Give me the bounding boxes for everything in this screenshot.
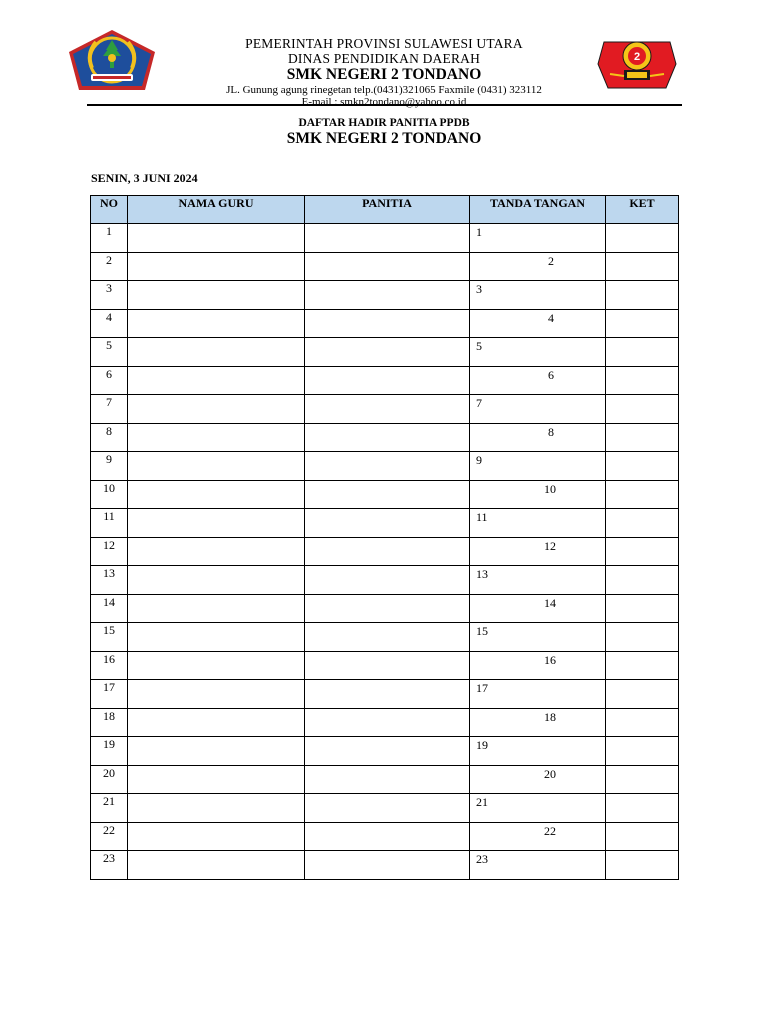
signature-cell[interactable] bbox=[470, 794, 606, 823]
panitia-cell[interactable] bbox=[305, 480, 470, 509]
table-row bbox=[91, 309, 679, 338]
nama-guru-cell[interactable] bbox=[128, 309, 305, 338]
school-address: JL. Gunung agung rinegetan telp.(0431)321065 Faxmile (0431) 323112 bbox=[226, 84, 542, 96]
table-row bbox=[91, 366, 679, 395]
provincial-crest-icon bbox=[66, 28, 158, 92]
table-header-row bbox=[91, 196, 679, 224]
signature-cell[interactable] bbox=[470, 224, 606, 253]
nama-guru-cell[interactable] bbox=[128, 252, 305, 281]
nama-guru-cell[interactable] bbox=[128, 509, 305, 538]
signature-cell[interactable] bbox=[470, 737, 606, 766]
panitia-cell[interactable] bbox=[305, 623, 470, 652]
row-number: 17 bbox=[91, 680, 128, 709]
row-number: 20 bbox=[91, 765, 128, 794]
signature-number: 3 bbox=[476, 282, 482, 296]
signature-number: 23 bbox=[476, 852, 488, 866]
signature-cell[interactable] bbox=[470, 651, 606, 680]
row-number: 10 bbox=[91, 480, 128, 509]
nama-guru-cell[interactable] bbox=[128, 594, 305, 623]
table-row bbox=[91, 851, 679, 880]
table-row bbox=[91, 680, 679, 709]
signature-number: 19 bbox=[476, 738, 488, 752]
ket-cell[interactable] bbox=[606, 224, 679, 253]
panitia-cell[interactable] bbox=[305, 423, 470, 452]
row-number: 9 bbox=[91, 452, 128, 481]
row-number: 2 bbox=[91, 252, 128, 281]
department-name: DINAS PENDIDIKAN DAERAH bbox=[287, 51, 481, 66]
row-number: 8 bbox=[91, 423, 128, 452]
column-header-no: NO bbox=[91, 196, 128, 224]
table-row bbox=[91, 338, 679, 367]
panitia-cell[interactable] bbox=[305, 566, 470, 595]
nama-guru-cell[interactable] bbox=[128, 537, 305, 566]
signature-cell[interactable] bbox=[470, 822, 606, 851]
signature-number: 4 bbox=[548, 310, 554, 325]
signature-number: 6 bbox=[548, 367, 554, 382]
signature-number: 1 bbox=[476, 225, 482, 239]
table-row bbox=[91, 737, 679, 766]
row-number: 5 bbox=[91, 338, 128, 367]
panitia-cell[interactable] bbox=[305, 794, 470, 823]
signature-number: 20 bbox=[544, 766, 556, 781]
nama-guru-cell[interactable] bbox=[128, 224, 305, 253]
signature-number: 10 bbox=[544, 481, 556, 496]
signature-cell[interactable] bbox=[470, 594, 606, 623]
table-row bbox=[91, 708, 679, 737]
signature-cell[interactable] bbox=[470, 366, 606, 395]
letterhead bbox=[0, 0, 768, 110]
row-number: 14 bbox=[91, 594, 128, 623]
panitia-cell[interactable] bbox=[305, 395, 470, 424]
ket-cell[interactable] bbox=[606, 765, 679, 794]
panitia-cell[interactable] bbox=[305, 452, 470, 481]
signature-cell[interactable] bbox=[470, 338, 606, 367]
panitia-cell[interactable] bbox=[305, 822, 470, 851]
signature-number: 13 bbox=[476, 567, 488, 581]
panitia-cell[interactable] bbox=[305, 537, 470, 566]
nama-guru-cell[interactable] bbox=[128, 366, 305, 395]
ket-cell[interactable] bbox=[606, 309, 679, 338]
table-row bbox=[91, 423, 679, 452]
panitia-cell[interactable] bbox=[305, 765, 470, 794]
letterhead-rule bbox=[87, 104, 682, 106]
date-label: SENIN, 3 JUNI 2024 bbox=[91, 171, 198, 185]
ket-cell[interactable] bbox=[606, 594, 679, 623]
signature-cell[interactable] bbox=[470, 623, 606, 652]
signature-number: 18 bbox=[544, 709, 556, 724]
panitia-cell[interactable] bbox=[305, 252, 470, 281]
signature-cell[interactable] bbox=[470, 309, 606, 338]
table-row bbox=[91, 794, 679, 823]
ket-cell[interactable] bbox=[606, 366, 679, 395]
row-number: 16 bbox=[91, 651, 128, 680]
nama-guru-cell[interactable] bbox=[128, 651, 305, 680]
row-number: 11 bbox=[91, 509, 128, 538]
ket-cell[interactable] bbox=[606, 509, 679, 538]
table-row bbox=[91, 480, 679, 509]
column-header-ket: KET bbox=[606, 196, 679, 224]
row-number: 15 bbox=[91, 623, 128, 652]
panitia-cell[interactable] bbox=[305, 651, 470, 680]
signature-number: 17 bbox=[476, 681, 488, 695]
signature-cell[interactable] bbox=[470, 680, 606, 709]
signature-cell[interactable] bbox=[470, 423, 606, 452]
ket-cell[interactable] bbox=[606, 794, 679, 823]
panitia-cell[interactable] bbox=[305, 281, 470, 310]
nama-guru-cell[interactable] bbox=[128, 822, 305, 851]
signature-number: 9 bbox=[476, 453, 482, 467]
table-row bbox=[91, 594, 679, 623]
table-row bbox=[91, 822, 679, 851]
signature-cell[interactable] bbox=[470, 566, 606, 595]
panitia-cell[interactable] bbox=[305, 509, 470, 538]
ket-cell[interactable] bbox=[606, 423, 679, 452]
row-number: 21 bbox=[91, 794, 128, 823]
signature-number: 16 bbox=[544, 652, 556, 667]
ket-cell[interactable] bbox=[606, 452, 679, 481]
panitia-cell[interactable] bbox=[305, 851, 470, 880]
nama-guru-cell[interactable] bbox=[128, 281, 305, 310]
signature-cell[interactable] bbox=[470, 708, 606, 737]
panitia-cell[interactable] bbox=[305, 224, 470, 253]
ket-cell[interactable] bbox=[606, 651, 679, 680]
ket-cell[interactable] bbox=[606, 737, 679, 766]
nama-guru-cell[interactable] bbox=[128, 765, 305, 794]
ket-cell[interactable] bbox=[606, 480, 679, 509]
row-number: 22 bbox=[91, 822, 128, 851]
table-row bbox=[91, 224, 679, 253]
svg-text:2: 2 bbox=[633, 51, 641, 63]
nama-guru-cell[interactable] bbox=[128, 794, 305, 823]
signature-cell[interactable] bbox=[470, 452, 606, 481]
panitia-cell[interactable] bbox=[305, 338, 470, 367]
panitia-cell[interactable] bbox=[305, 366, 470, 395]
nama-guru-cell[interactable] bbox=[128, 338, 305, 367]
row-number: 23 bbox=[91, 851, 128, 880]
row-number: 19 bbox=[91, 737, 128, 766]
row-number: 1 bbox=[91, 224, 128, 253]
ket-cell[interactable] bbox=[606, 252, 679, 281]
school-email: E-mail : smkn2tondano@yahoo.co.id bbox=[301, 96, 467, 108]
signature-cell[interactable] bbox=[470, 509, 606, 538]
table-row bbox=[91, 452, 679, 481]
signature-number: 11 bbox=[476, 510, 488, 524]
nama-guru-cell[interactable] bbox=[128, 395, 305, 424]
signature-number: 14 bbox=[544, 595, 556, 610]
column-header-panitia: PANITIA bbox=[305, 196, 470, 224]
signature-number: 8 bbox=[548, 424, 554, 439]
signature-cell[interactable] bbox=[470, 281, 606, 310]
signature-cell[interactable] bbox=[470, 851, 606, 880]
document-title: DAFTAR HADIR PANITIA PPDB bbox=[298, 117, 470, 129]
table-row bbox=[91, 651, 679, 680]
nama-guru-cell[interactable] bbox=[128, 480, 305, 509]
ket-cell[interactable] bbox=[606, 708, 679, 737]
signature-cell[interactable] bbox=[470, 537, 606, 566]
row-number: 13 bbox=[91, 566, 128, 595]
school-badge-icon bbox=[594, 34, 680, 92]
nama-guru-cell[interactable] bbox=[128, 423, 305, 452]
school-name: SMK NEGERI 2 TONDANO bbox=[286, 66, 482, 83]
ket-cell[interactable] bbox=[606, 566, 679, 595]
table-row bbox=[91, 281, 679, 310]
government-name: PEMERINTAH PROVINSI SULAWESI UTARA bbox=[245, 36, 523, 51]
table-row bbox=[91, 537, 679, 566]
nama-guru-cell[interactable] bbox=[128, 708, 305, 737]
ket-cell[interactable] bbox=[606, 680, 679, 709]
signature-cell[interactable] bbox=[470, 395, 606, 424]
nama-guru-cell[interactable] bbox=[128, 623, 305, 652]
table-row bbox=[91, 509, 679, 538]
nama-guru-cell[interactable] bbox=[128, 680, 305, 709]
table-row bbox=[91, 252, 679, 281]
attendance-table bbox=[90, 195, 679, 880]
signature-number: 2 bbox=[548, 253, 554, 268]
signature-cell[interactable] bbox=[470, 480, 606, 509]
panitia-cell[interactable] bbox=[305, 309, 470, 338]
ket-cell[interactable] bbox=[606, 395, 679, 424]
row-number: 18 bbox=[91, 708, 128, 737]
letterhead-text bbox=[190, 36, 578, 108]
table-row bbox=[91, 566, 679, 595]
ket-cell[interactable] bbox=[606, 537, 679, 566]
panitia-cell[interactable] bbox=[305, 594, 470, 623]
table-row bbox=[91, 623, 679, 652]
table-row bbox=[91, 765, 679, 794]
signature-number: 22 bbox=[544, 823, 556, 838]
signature-number: 7 bbox=[476, 396, 482, 410]
row-number: 4 bbox=[91, 309, 128, 338]
panitia-cell[interactable] bbox=[305, 708, 470, 737]
ket-cell[interactable] bbox=[606, 851, 679, 880]
row-number: 7 bbox=[91, 395, 128, 424]
panitia-cell[interactable] bbox=[305, 680, 470, 709]
ket-cell[interactable] bbox=[606, 281, 679, 310]
nama-guru-cell[interactable] bbox=[128, 452, 305, 481]
nama-guru-cell[interactable] bbox=[128, 566, 305, 595]
row-number: 3 bbox=[91, 281, 128, 310]
ket-cell[interactable] bbox=[606, 623, 679, 652]
nama-guru-cell[interactable] bbox=[128, 737, 305, 766]
signature-number: 12 bbox=[544, 538, 556, 553]
column-header-nama-guru: NAMA GURU bbox=[128, 196, 305, 224]
document-subtitle: SMK NEGERI 2 TONDANO bbox=[286, 130, 482, 147]
signature-number: 15 bbox=[476, 624, 488, 638]
row-number: 12 bbox=[91, 537, 128, 566]
ket-cell[interactable] bbox=[606, 338, 679, 367]
signature-number: 21 bbox=[476, 795, 488, 809]
column-header-tanda-tangan: TANDA TANGAN bbox=[470, 196, 606, 224]
ket-cell[interactable] bbox=[606, 822, 679, 851]
nama-guru-cell[interactable] bbox=[128, 851, 305, 880]
table-row bbox=[91, 395, 679, 424]
panitia-cell[interactable] bbox=[305, 737, 470, 766]
signature-cell[interactable] bbox=[470, 252, 606, 281]
signature-cell[interactable] bbox=[470, 765, 606, 794]
row-number: 6 bbox=[91, 366, 128, 395]
signature-number: 5 bbox=[476, 339, 482, 353]
